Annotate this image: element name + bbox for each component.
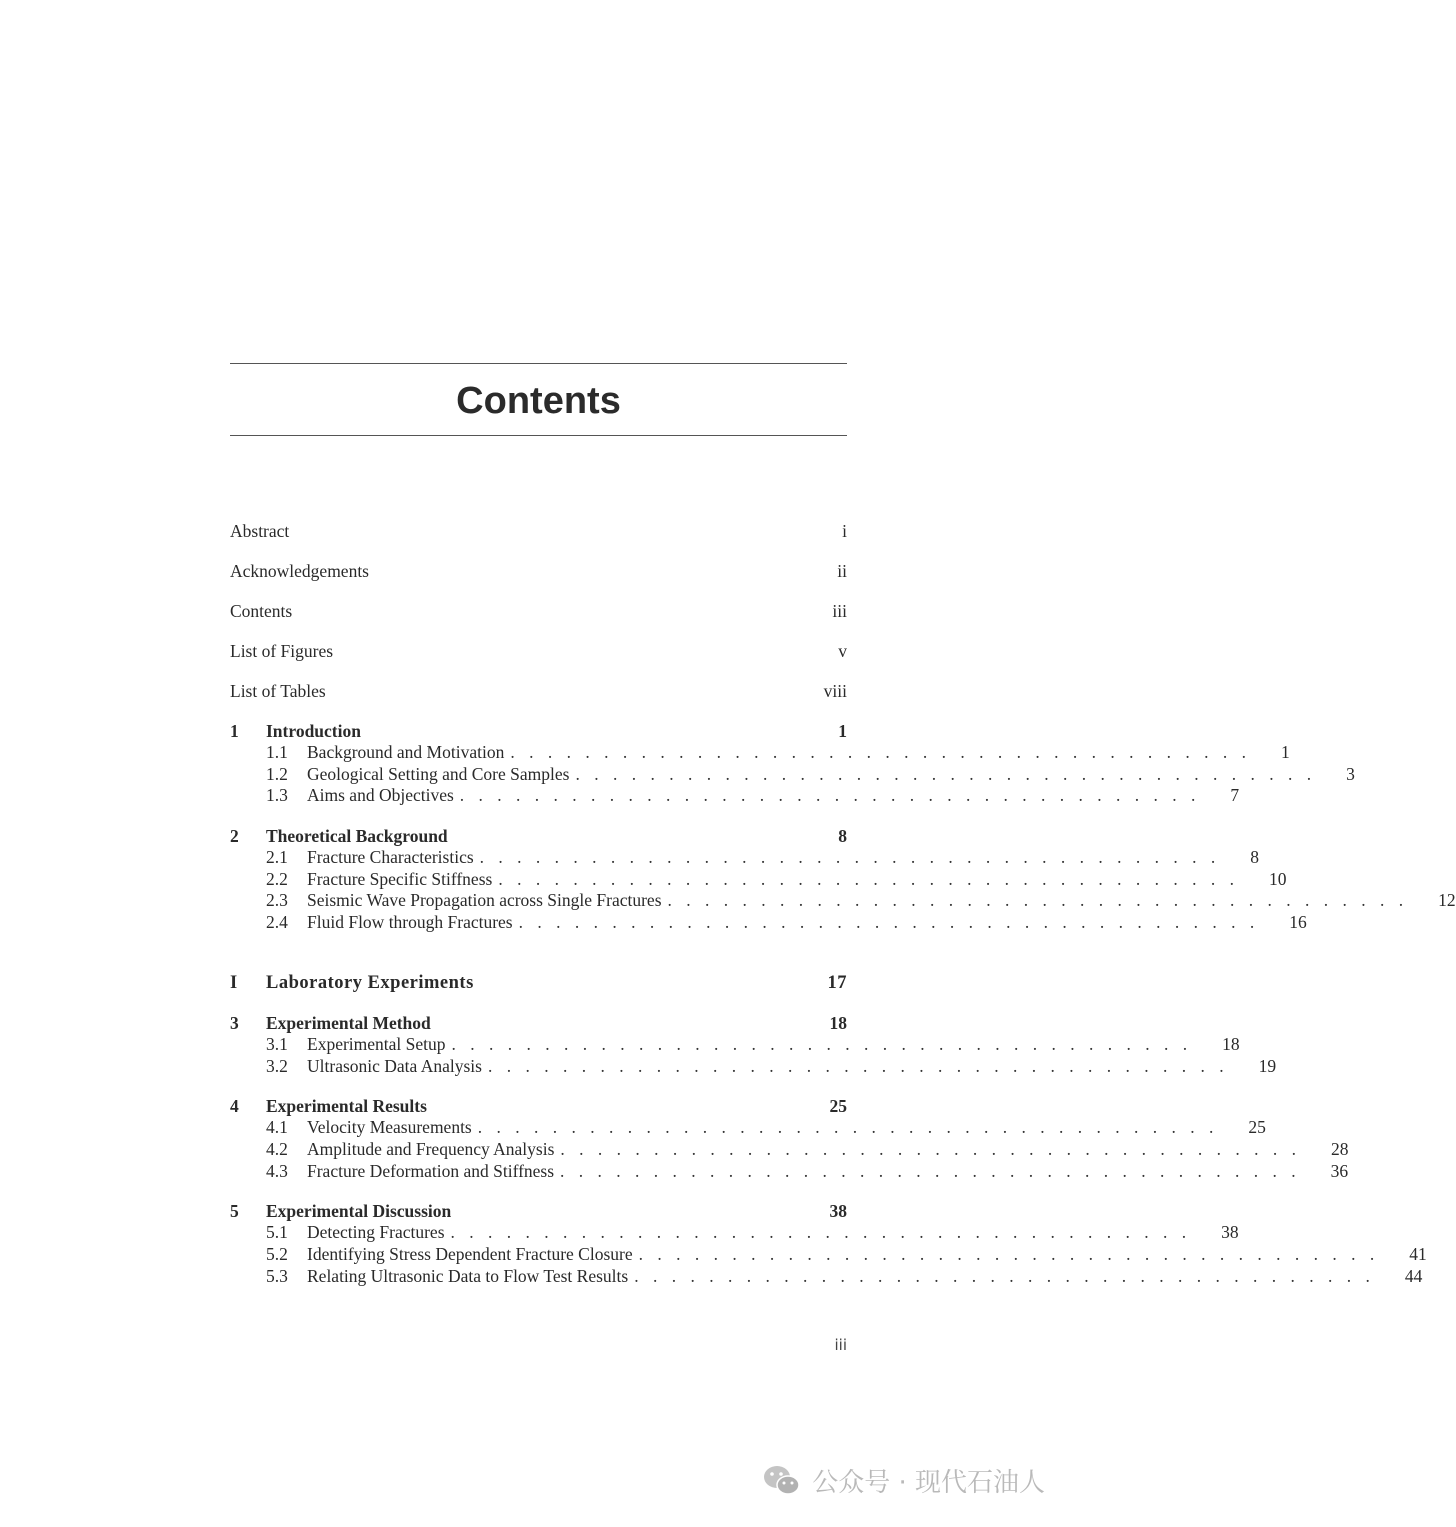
- chapter-gap: [230, 1182, 847, 1200]
- dot-leader: . . . . . . . . . . . . . . . . . . . . . . . . . . . . . . . . . . . . . . . .: [487, 1055, 1229, 1076]
- toc-entry[interactable]: [230, 640, 847, 680]
- part-heading[interactable]: [230, 972, 847, 994]
- section-page: 3: [1346, 763, 1355, 784]
- part-number: I: [230, 972, 238, 993]
- section-entry[interactable]: [230, 890, 1456, 912]
- chapter-title: Introduction: [266, 721, 361, 741]
- chapter-number: 1: [230, 721, 239, 741]
- watermark: [762, 1462, 1045, 1499]
- chapter-title: Experimental Method: [266, 1012, 431, 1033]
- section-page: 18: [1222, 1033, 1240, 1054]
- chapter-heading[interactable]: [230, 1012, 847, 1034]
- chapter-title: Experimental Results: [266, 1096, 427, 1117]
- section-title: Seismic Wave Propagation across Single Fractures: [307, 890, 662, 911]
- entry-page: ii: [837, 561, 847, 581]
- section-entry[interactable]: [230, 1222, 1239, 1244]
- section-title: Geological Setting and Core Samples: [307, 763, 570, 784]
- section-entry[interactable]: [230, 742, 1290, 764]
- part-title: Laboratory Experiments: [266, 972, 474, 993]
- chapter-number: 2: [230, 826, 239, 847]
- section-number: 1.1: [266, 742, 288, 762]
- section-title: Ultrasonic Data Analysis: [307, 1055, 482, 1076]
- chapter-title: Experimental Discussion: [266, 1201, 452, 1222]
- table-of-contents: [230, 520, 1456, 1305]
- chapter-entry: [230, 720, 1355, 807]
- section-page: 28: [1331, 1138, 1349, 1159]
- wechat-icon: [762, 1463, 802, 1499]
- contents-page: [230, 363, 1456, 1305]
- dot-leader: . . . . . . . . . . . . . . . . . . . . . . . . . . . . . . . . . . . . . . . .: [459, 785, 1201, 806]
- section-page: 41: [1409, 1243, 1427, 1264]
- chapter-page: 38: [829, 1201, 847, 1222]
- section-number: 3.2: [266, 1055, 288, 1076]
- section-page: 1: [1280, 742, 1290, 762]
- watermark-text: 公众号 · 现代石油人: [812, 1468, 1045, 1498]
- section-entry[interactable]: [230, 912, 1307, 934]
- section-number: 4.2: [266, 1138, 288, 1159]
- dot-leader: . . . . . . . . . . . . . . . . . . . . . . . . . . . . . . . . . . . . . . . .: [498, 868, 1239, 889]
- section-number: 5.3: [266, 1265, 288, 1286]
- page-title: Contents: [456, 380, 621, 422]
- chapter-heading[interactable]: [230, 1200, 847, 1222]
- section-number: 5.1: [266, 1222, 288, 1243]
- section-page: 12: [1438, 890, 1456, 911]
- chapter-entry: [230, 825, 1456, 934]
- part-page: 17: [827, 972, 847, 993]
- section-page: 16: [1289, 912, 1307, 933]
- section-page: 25: [1248, 1117, 1266, 1138]
- section-page: 38: [1221, 1222, 1239, 1243]
- section-entry[interactable]: [230, 1033, 1240, 1056]
- chapter-gap: [230, 1287, 847, 1305]
- section-title: Experimental Setup: [307, 1033, 446, 1054]
- section-number: 2.4: [266, 912, 288, 933]
- entry-title: Acknowledgements: [230, 561, 369, 581]
- dot-leader: . . . . . . . . . . . . . . . . . . . . . . . . . . . . . . . . . . . . . . . .: [479, 847, 1221, 868]
- section-page: 44: [1404, 1265, 1423, 1286]
- chapter-gap: [230, 807, 847, 825]
- section-entry[interactable]: [230, 1265, 1423, 1288]
- dot-leader: . . . . . . . . . . . . . . . . . . . . . . . . . . . . . . . . . . . . . . . .: [638, 1243, 1380, 1264]
- entry-title: List of Figures: [230, 641, 334, 661]
- section-number: 4.3: [266, 1160, 288, 1181]
- toc-entry[interactable]: [230, 600, 847, 640]
- section-number: 5.2: [266, 1243, 288, 1264]
- chapter-list-part-one: [230, 1012, 1427, 1306]
- section-title: Detecting Fractures: [307, 1222, 445, 1243]
- entry-page: v: [838, 641, 847, 661]
- chapter-entry: [230, 1200, 1427, 1287]
- section-title: Fluid Flow through Fractures: [307, 912, 513, 933]
- page-number: iii: [834, 1336, 847, 1354]
- section-title: Fracture Deformation and Stiffness: [307, 1160, 555, 1181]
- section-title: Amplitude and Frequency Analysis: [307, 1138, 555, 1159]
- chapter-entry: [230, 1095, 1349, 1182]
- chapter-entry: [230, 1012, 1277, 1077]
- section-number: 2.3: [266, 890, 288, 911]
- dot-leader: . . . . . . . . . . . . . . . . . . . . . . . . . . . . . . . . . . . . . . . .: [518, 912, 1260, 933]
- section-entry[interactable]: [230, 1055, 1277, 1078]
- entry-page: iii: [832, 601, 847, 621]
- chapter-list-intro: [230, 720, 1456, 934]
- section-page: 8: [1250, 847, 1260, 868]
- title-rule-bottom: [230, 435, 847, 436]
- section-page: 7: [1230, 785, 1240, 806]
- toc-entry[interactable]: [230, 680, 847, 720]
- section-page: 36: [1330, 1160, 1349, 1181]
- section-title: Background and Motivation: [307, 742, 505, 762]
- chapter-heading[interactable]: [230, 1095, 847, 1117]
- toc-entry[interactable]: [230, 520, 847, 560]
- section-entry[interactable]: [230, 1138, 1349, 1161]
- entry-title: List of Tables: [230, 681, 326, 701]
- dot-leader: . . . . . . . . . . . . . . . . . . . . . . . . . . . . . . . . . . . . . . . .: [634, 1265, 1375, 1286]
- chapter-page: 18: [829, 1012, 847, 1033]
- dot-leader: . . . . . . . . . . . . . . . . . . . . . . . . . . . . . . . . . . . . . . . .: [451, 1033, 1193, 1054]
- section-entry[interactable]: [230, 868, 1287, 891]
- chapter-page: 25: [829, 1096, 847, 1117]
- chapter-page: 8: [838, 826, 847, 847]
- entry-title: Contents: [230, 601, 293, 621]
- section-number: 1.3: [266, 785, 288, 806]
- section-entry[interactable]: [230, 847, 1260, 869]
- dot-leader: . . . . . . . . . . . . . . . . . . . . . . . . . . . . . . . . . . . . . . . .: [560, 1138, 1302, 1159]
- section-number: 4.1: [266, 1117, 288, 1138]
- section-entry[interactable]: [230, 1160, 1349, 1183]
- section-title: Fracture Specific Stiffness: [307, 868, 493, 889]
- section-title: Relating Ultrasonic Data to Flow Test Results: [307, 1265, 629, 1286]
- chapter-heading[interactable]: [230, 720, 847, 742]
- dot-leader: . . . . . . . . . . . . . . . . . . . . . . . . . . . . . . . . . . . . . . . .: [667, 890, 1409, 911]
- section-page: 10: [1268, 868, 1287, 889]
- entry-title: Abstract: [230, 521, 290, 541]
- dot-leader: . . . . . . . . . . . . . . . . . . . . . . . . . . . . . . . . . . . . . . . .: [477, 1117, 1219, 1138]
- chapter-page: 1: [838, 721, 847, 741]
- section-entry[interactable]: [230, 1243, 1427, 1266]
- toc-entry[interactable]: [230, 560, 847, 600]
- chapter-title: Theoretical Background: [266, 826, 448, 847]
- section-entry[interactable]: [230, 785, 1240, 807]
- chapter-number: 3: [230, 1012, 239, 1033]
- dot-leader: . . . . . . . . . . . . . . . . . . . . . . . . . . . . . . . . . . . . . . . .: [450, 1222, 1192, 1243]
- chapter-heading[interactable]: [230, 825, 847, 847]
- chapter-gap: [230, 1077, 847, 1095]
- section-entry[interactable]: [230, 763, 1355, 786]
- section-page: 19: [1258, 1055, 1277, 1076]
- section-number: 1.2: [266, 763, 288, 784]
- section-title: Fracture Characteristics: [307, 847, 474, 868]
- front-matter-list: [230, 520, 847, 720]
- section-title: Identifying Stress Dependent Fracture Closure: [307, 1243, 633, 1264]
- chapter-number: 5: [230, 1201, 239, 1222]
- dot-leader: . . . . . . . . . . . . . . . . . . . . . . . . . . . . . . . . . . . . . . . .: [560, 1160, 1301, 1181]
- chapter-number: 4: [230, 1096, 239, 1117]
- section-title: Aims and Objectives: [307, 785, 454, 806]
- entry-page: viii: [823, 681, 847, 701]
- section-title: Velocity Measurements: [307, 1117, 472, 1138]
- section-number: 2.1: [266, 847, 288, 868]
- dot-leader: . . . . . . . . . . . . . . . . . . . . . . . . . . . . . . . . . . . . . . . .: [575, 763, 1317, 784]
- section-entry[interactable]: [230, 1117, 1266, 1139]
- entry-page: i: [842, 521, 847, 541]
- section-number: 3.1: [266, 1033, 288, 1054]
- section-number: 2.2: [266, 868, 288, 889]
- dot-leader: . . . . . . . . . . . . . . . . . . . . . . . . . . . . . . . . . . . . . . . .: [510, 742, 1251, 762]
